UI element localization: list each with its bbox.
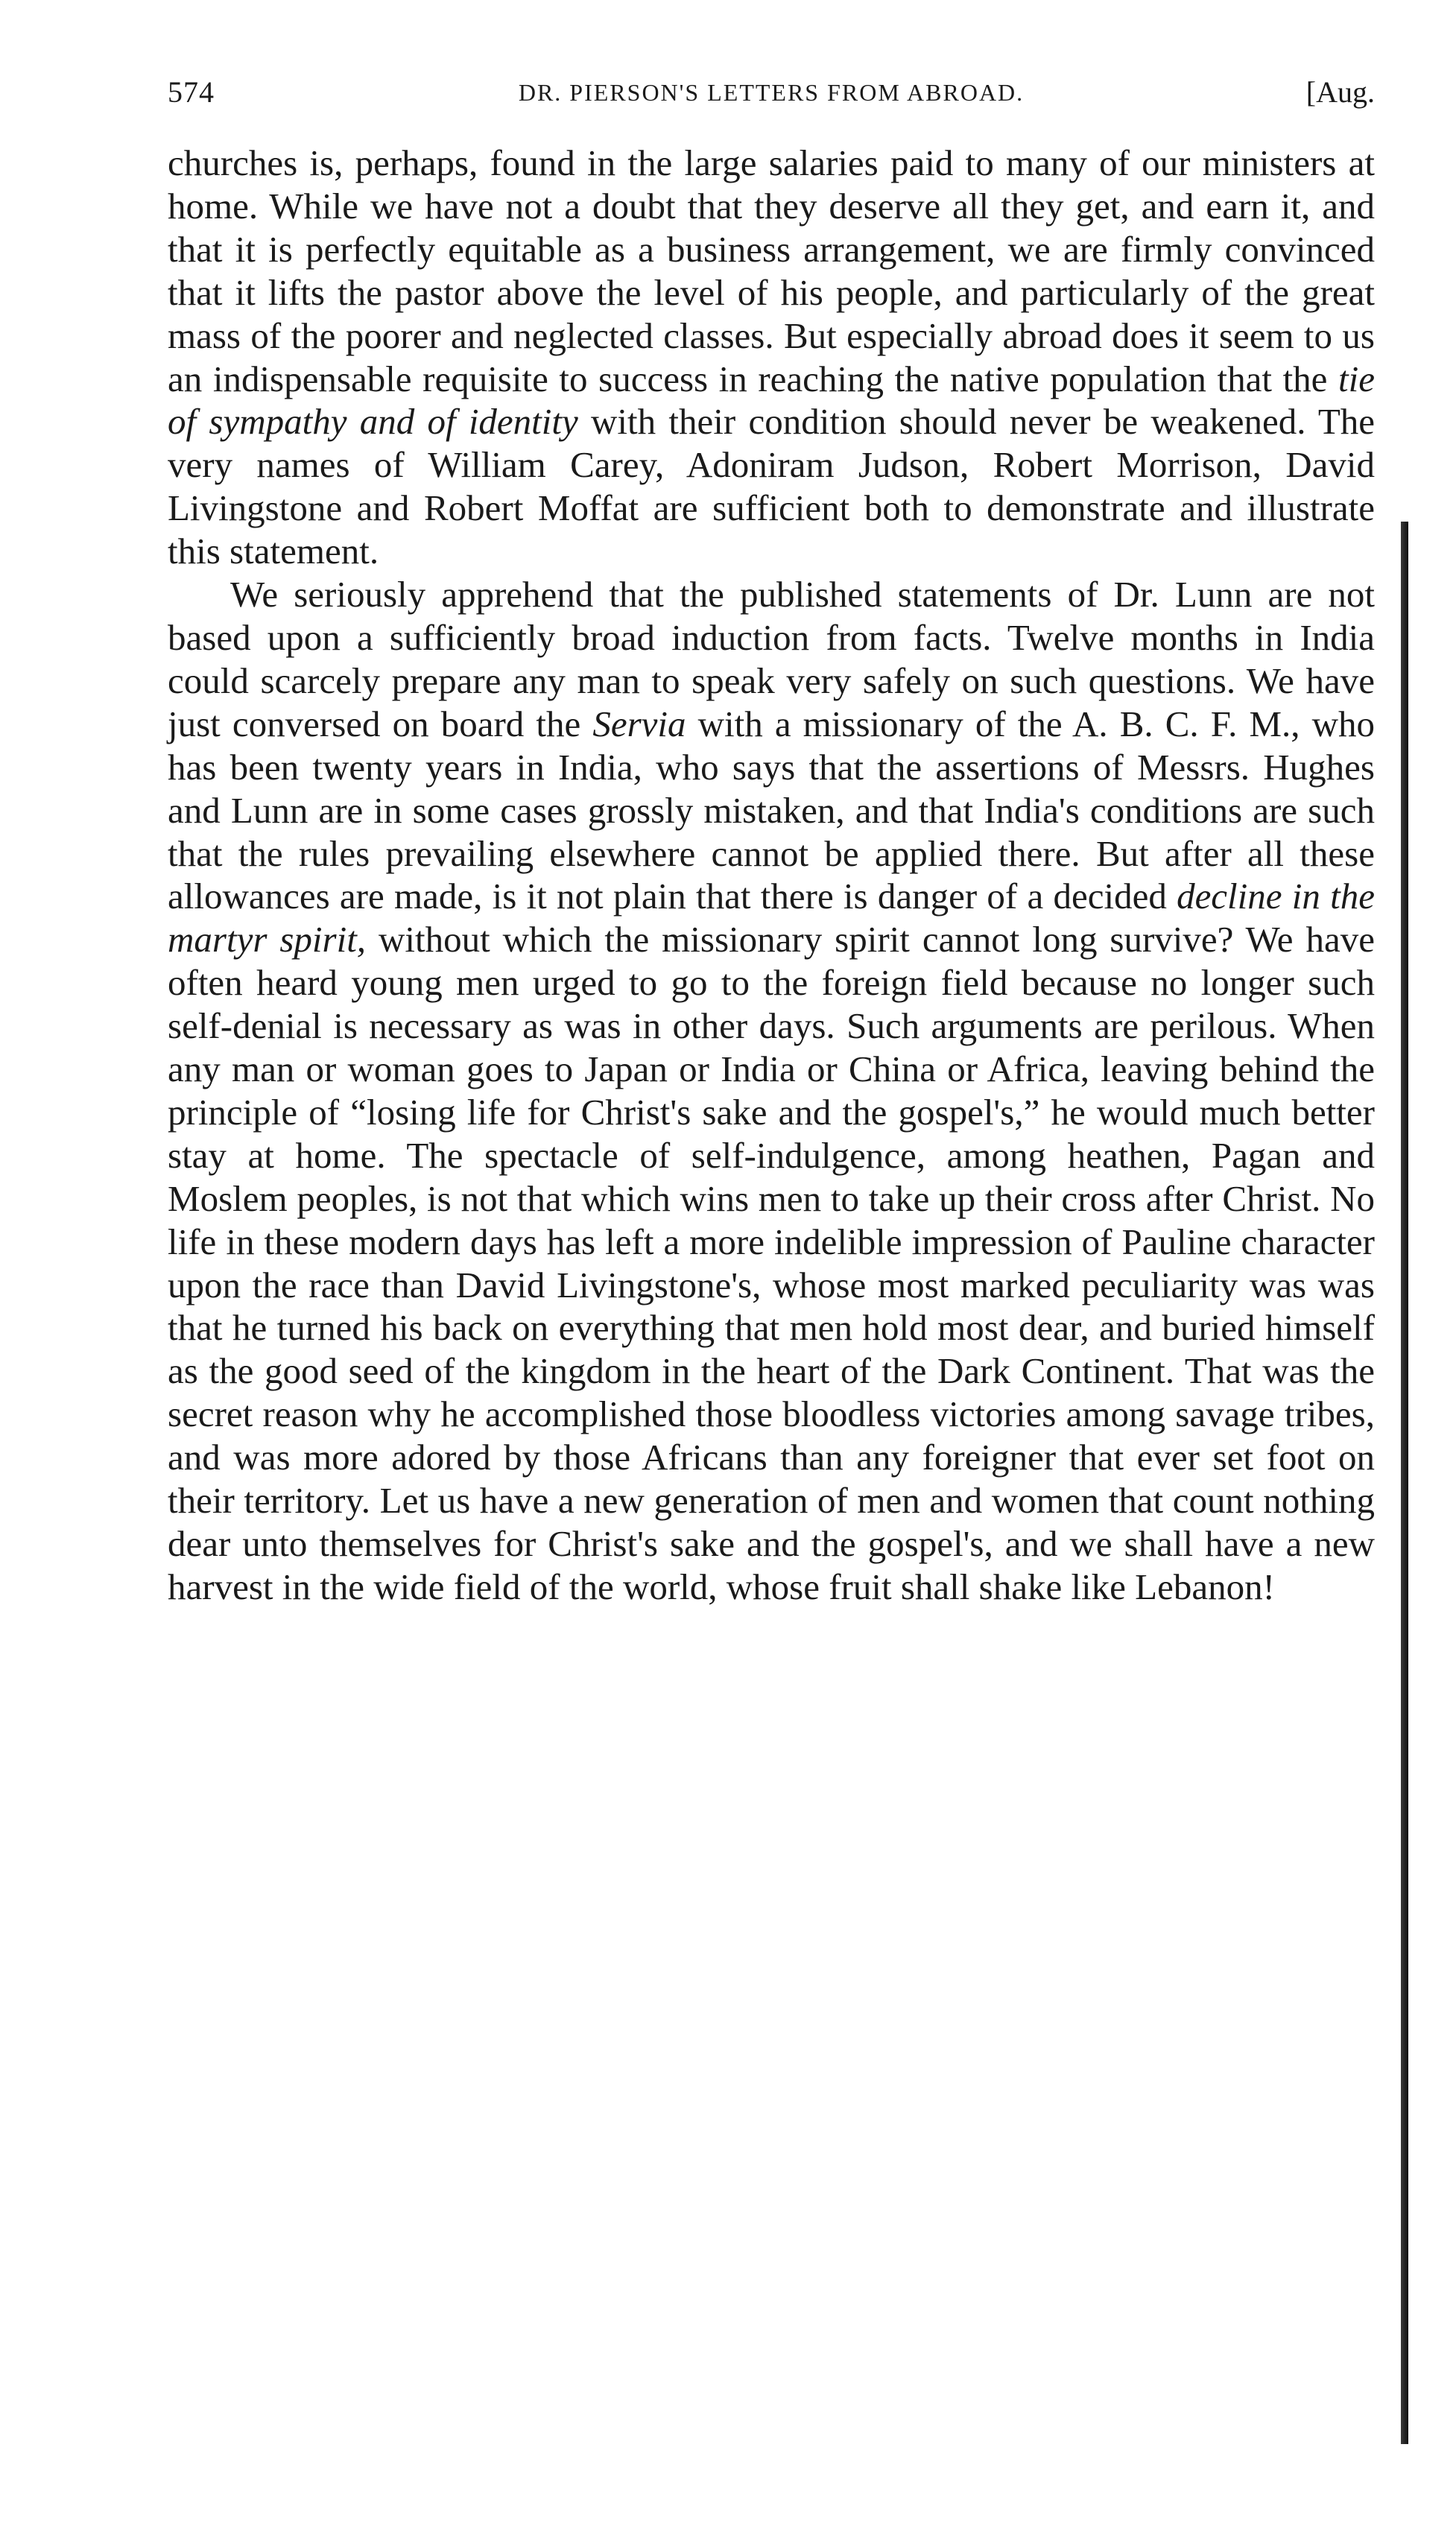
paragraph-1-text-b: with their condition should never be weakened. The very names of William Carey, Adoniram Judson, Robert Morrison, David Livingstone and Robert Moffat are sufficient both to demonstrate and illustrate this statement. — [168, 401, 1376, 572]
running-header — [168, 75, 1375, 127]
paragraph-2-text-a: We seriously apprehend that the published statements of Dr. Lunn are not based upon a sufficiently broad induction from facts. Twelve months in India could scarcely prepare any man to speak very safely on such questions. We have just conversed on board the — [168, 574, 1375, 744]
paragraph-2-text-c: without which the missionary spirit cannot long survive? We have often heard young men urged to go to the foreign field because no longer such self-denial is necessary as was in other days. Such arguments are perilous. When any man or woman goes to Japan or India or China or Africa, leaving behind the principle of “losing life for Christ's sake and the gospel's,” he would much better stay at home. The spectacle of self-indulgence, among heathen, Pagan and Moslem peoples, is not that which wins men to take up their cross after Christ. No life in these modern days has left a more indelible impression of Pauline character upon the race than David Livingstone's, whose most marked peculiarity was was that he turned his back on everything that men hold most dear, and buried himself as the good seed of the kingdom in the heart of the Dark Continent. That was the secret reason why he accomplished those bloodless victories among savage tribes, and was more adored by those Africans than any foreigner that ever set foot on their territory. Let us have a new generation of men and women that count nothing dear unto themselves for Christ's sake and the gospel's, and we shall have a new harvest in the wide field of the world, whose fruit shall shake like Lebanon! — [168, 919, 1375, 1607]
paragraph-2 — [168, 573, 1375, 1609]
running-month: [Aug. — [1305, 75, 1375, 109]
paragraph-2-ship-name: Servia — [592, 703, 686, 744]
page-edge-shadow — [1401, 522, 1408, 2444]
running-title: DR. PIERSON'S LETTERS FROM ABROAD. — [518, 79, 1025, 106]
paragraph-1-italic-phrase: tie of sympathy and of identity — [168, 358, 1375, 443]
body-text — [168, 142, 1375, 1609]
paragraph-2-italic-phrase: decline in the martyr spirit, — [168, 876, 1375, 960]
paragraph-1 — [168, 142, 1375, 573]
paragraph-1-text-a: churches is, perhaps, found in the large salaries paid to many of our ministers at home. While we have not a doubt that they deserve all they get, and earn it, and that it is perfectly equitable as a business arrangement, we are firmly convinced that it lifts the pastor above the level of his people, and particularly of the great mass of the poorer and neglected classes. But especially abroad does it seem to us an indispensable requisite to success in reaching the native population that the — [168, 142, 1375, 399]
paragraph-2-text-b: with a missionary of the A. B. C. F. M., who has been twenty years in India, who says that the assertions of Messrs. Hughes and Lunn are in some cases grossly mistaken, and that India's conditions are such that the rules prevailing elsewhere cannot be applied there. But after all these allowances are made, is it not plain that there is danger of a decided — [168, 703, 1376, 917]
page-number: 574 — [168, 75, 215, 109]
